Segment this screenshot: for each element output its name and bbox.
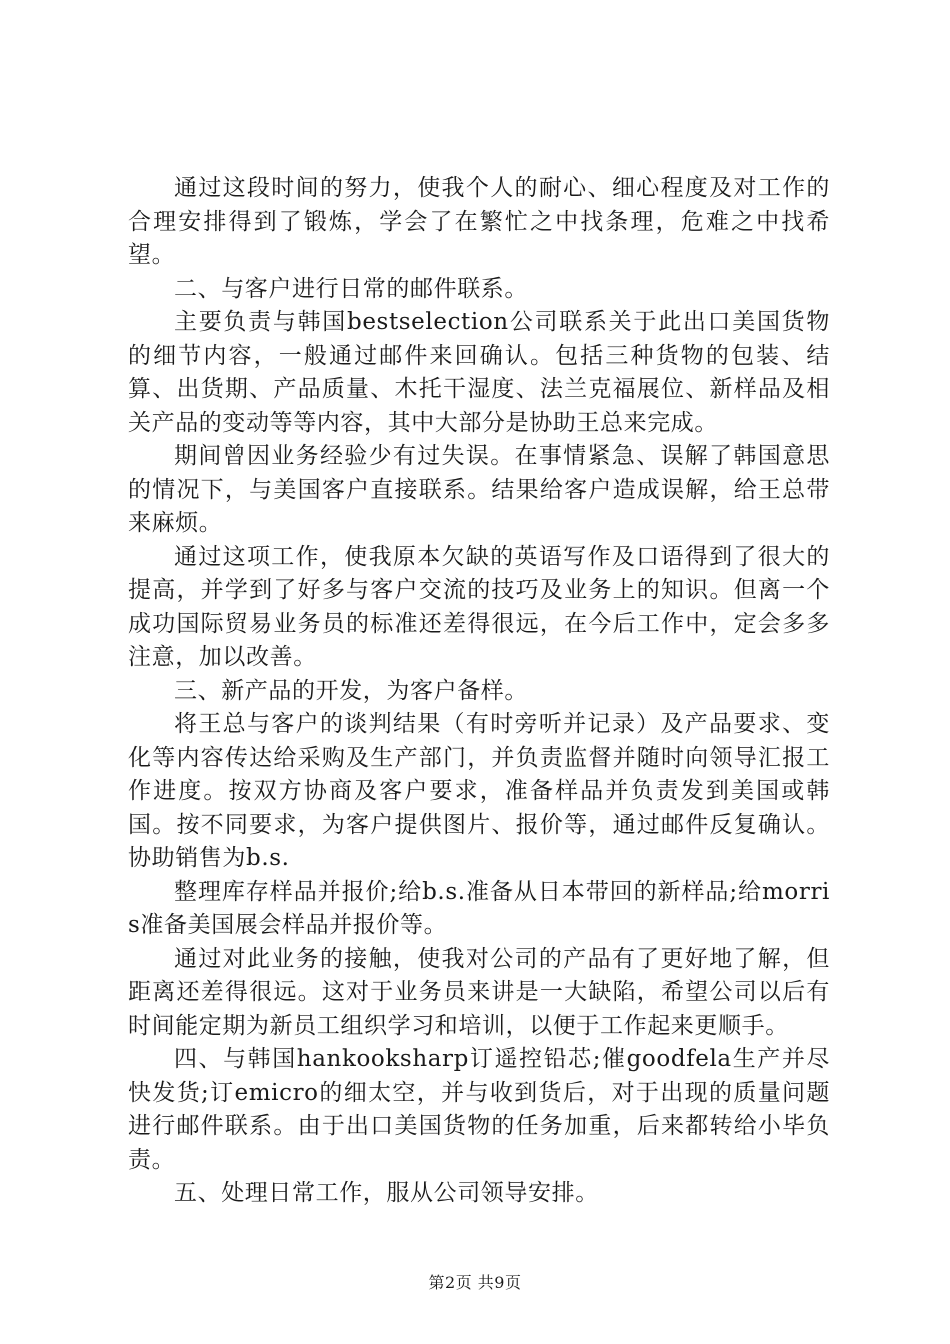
section-heading-5: 五、处理日常工作，服从公司领导安排。 [174,1180,599,1206]
document-body [128,172,830,1211]
paragraph-2: 主要负责与韩国bestselection公司联系关于此出口美国货物的细节内容，一般通过邮件来回确认。包括三种货物的包装、结算、出货期、产品质量、木托干湿度、法兰克福展位、新样品及相关产品的变动等等内容，其中大部分是协助王总来完成。 [128,309,830,436]
paragraph-7: 通过对此业务的接触，使我对公司的产品有了更好地了解，但距离还差得很远。这对于业务员来讲是一大缺陷，希望公司以后有时间能定期为新员工组织学习和培训，以便于工作起来更顺手。 [128,945,830,1039]
page-number-footer: 第2页 共9页 [428,1273,522,1292]
section-heading-2: 二、与客户进行日常的邮件联系。 [174,275,528,302]
paragraph-3: 期间曾因业务经验少有过失误。在事情紧急、误解了韩国意思的情况下，与美国客户直接联系。结果给客户造成误解，给王总带来麻烦。 [128,443,830,536]
paragraph-6: 整理库存样品并报价;给b.s.准备从日本带回的新样品;给morris准备美国展会样品并报价等。 [128,878,830,938]
paragraph-1: 通过这段时间的努力，使我个人的耐心、细心程度及对工作的合理安排得到了锻炼，学会了在繁忙之中找条理，危难之中找希望。 [128,175,830,268]
paragraph-5: 将王总与客户的谈判结果（有时旁听并记录）及产品要求、变化等内容传达给采购及生产部门，并负责监督并随时向领导汇报工作进度。按双方协商及客户要求，准备样品并负责发到美国或韩国。按不同要求，为客户提供图片、报价等，通过邮件反复确认。协助销售为b.s. [128,711,830,871]
paragraph-8: 四、与韩国hankooksharp订遥控铅芯;催goodfela生产并尽快发货;订emicro的细太空，并与收到货后，对于出现的质量问题进行邮件联系。由于出口美国货物的任务加重，后来都转给小毕负责。 [128,1046,830,1173]
paragraph-4: 通过这项工作，使我原本欠缺的英语写作及口语得到了很大的提高，并学到了好多与客户交流的技巧及业务上的知识。但离一个成功国际贸易业务员的标准还差得很远，在今后工作中，定会多多注意，加以改善。 [128,543,830,670]
section-heading-3: 三、新产品的开发，为客户备样。 [174,677,528,704]
